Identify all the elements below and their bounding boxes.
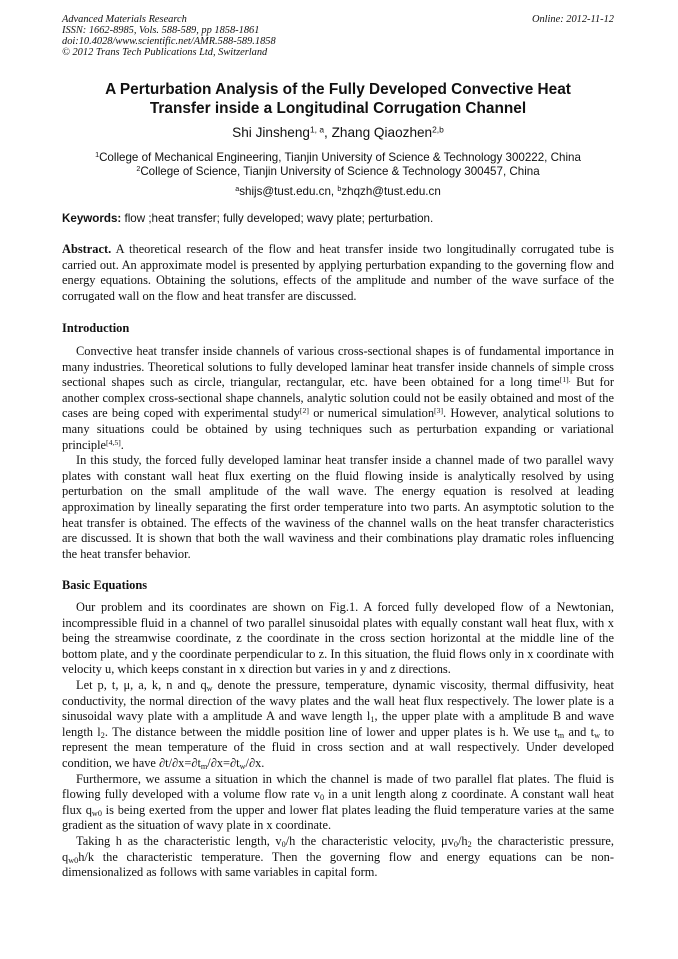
email-b: zhqzh@tust.edu.cn [341, 185, 441, 198]
basic-paragraph-1: Our problem and its coordinates are shown on Fig.1. A forced fully developed flow of a Newtonian, incompressible fluid in a channel of two parallel sinusoidal plates with equally constant wall heat flux, with x being the streamwise coordinate, z the coordinate in the cross section horizontal at the middle line of the bottom plate, and y the coordinate perpendicular to z. In this situation, the fluid flows only in x coordinate with velocity u, which keeps constant in x direction but varies in y and z directions. [62, 600, 614, 677]
keywords [62, 212, 614, 226]
citation-3: [3] [434, 406, 443, 416]
basic-paragraph-3: Furthermore, we assume a situation in which the channel is made of two parallel flat plates. The fluid is flowing fully developed with a volume flow rate $v_0$ in a unit length along z coordinate. A constant wall heat flux $q_{w0}$ is being exerted from the upper and lower flat plates leading the fluid temperature varies at the same gradient as the situation of wavy plate in x coordinate. [62, 771, 614, 833]
basic-equations-body [62, 600, 614, 881]
affiliation-1-text: College of Mechanical Engineering, Tianjin University of Science & Technology 300222, China [99, 151, 581, 164]
introduction-body [62, 344, 614, 562]
author-2: Zhang Qiaozhen [331, 125, 433, 140]
affiliation-1 [62, 151, 614, 165]
abstract [62, 242, 614, 304]
online-date: Online: 2012-11-12 [531, 14, 614, 25]
affiliation-1-marker: 1 [95, 150, 100, 160]
author-emails [62, 185, 614, 199]
basic-paragraph-2: Let p, t, μ, a, k, n and $q_w$ denote the pressure, temperature, dynamic viscosity, thermal diffusivity, heat conductivity, the normal direction of the wavy plates and the wall heat flux respectively. The lower plate is a sinusoidal wavy plate with a amplitude A and wave length $l_1$, the upper plate with a amplitude B and wave length $l_2$. The distance between the middle position line of lower and upper plates is h. We use $t_m$ and $t_w$ to represent the mean temperature of the fluid in cross section and at wall respectively. Under developed condition, we have $\partial t/\partial x=\partial t_m/\partial x=\partial t_w/\partial x$. [62, 677, 615, 771]
title-line-2: Transfer inside a Longitudinal Corrugation Channel [149, 100, 527, 117]
author-1-affil: 1, a [309, 124, 325, 135]
keywords-text: flow ;heat transfer; fully developed; wavy plate; perturbation. [121, 212, 434, 225]
affiliation-2-marker: 2 [136, 164, 141, 174]
citation-2: [2] [299, 406, 309, 416]
copyright-line: © 2012 Trans Tech Publications Ltd, Switzerland [62, 47, 268, 58]
email-a-marker: a [235, 184, 240, 194]
author-1: Shi Jinsheng [232, 125, 310, 140]
doi-line: doi:10.4028/www.scientific.net/AMR.588-589.1858 [62, 36, 276, 47]
basic-paragraph-4: Taking h as the characteristic length, $v_0/h$ the characteristic velocity, $\mu v_0/h_2$ the characteristic pressure, $q_{w0}h/k$ the characteristic temperature. Then the governing flow and energy equations can be non-dimensionalized as follows with same variables in capital form. [62, 833, 614, 880]
citation-1: [1]. [559, 374, 571, 384]
journal-name: Advanced Materials Research [62, 14, 187, 25]
author-separator: , [324, 125, 332, 140]
citation-4-5: [4,5] [106, 437, 121, 447]
abstract-text: A theoretical research of the flow and heat transfer inside two longitudinally corrugated tube is carried out. An approximate model is presented by applying perturbation expanding to the governing flow and energy equations. Obtaining the solutions, effects of the amplitude and number of the wave surface of the corrugated wall on the flow and heat transfer are discussed. [62, 242, 614, 303]
journal-header [62, 14, 614, 58]
section-heading-basic-equations: Basic Equations [62, 578, 148, 592]
author-list [62, 124, 614, 141]
title-line-1: A Perturbation Analysis of the Fully Developed Convective Heat [105, 81, 571, 98]
intro-paragraph-2: In this study, the forced fully developed laminar heat transfer inside a channel made of two parallel wavy plates with constant wall heat flux exerting on the fluid flowing inside is analytically resolved by using perturbation on the small amplitude of the wall wave. The energy equation is resolved at leading approximation by lineally separating the first order temperature into two parts. An asymptotic solution to the heat transfer is obtained. The effects of the waviness of the channel walls on the heat transfer characteristics are discussed. It is shown that both the wall waviness and their combinations play dramatic roles influencing the heat transfer behavior. [62, 453, 614, 561]
intro-paragraph-1: Convective heat transfer inside channels of various cross-sectional shapes is of fundamental importance in many industries. Theoretical solutions to fully developed laminar heat transfer inside channels of simple cross sectional shapes such as circle, triangular, rectangular, etc. have been obtained for a long time$^{[1].}$ But for another complex cross-sectional shape channels, analytic solution could not be easily obtained and most of the cases are being coped with experimental study[2] or numerical simulation[3]. However, analytical solutions to many situations could be obtained by using techniques such as perturbation expanding or variational principle[4,5]. [62, 344, 615, 452]
email-a: shijs@tust.edu.cn, [239, 185, 338, 198]
section-heading-introduction: Introduction [62, 321, 130, 335]
paper-title [62, 80, 614, 118]
affiliation-2 [62, 165, 614, 179]
affiliation-2-text: College of Science, Tianjin University of Science & Technology 300457, China [140, 165, 540, 178]
email-b-marker: b [337, 184, 342, 194]
abstract-label: Abstract. [62, 242, 112, 256]
author-2-affil: 2,b [432, 124, 444, 135]
keywords-label: Keywords: [62, 212, 122, 225]
issn-line: ISSN: 1662-8985, Vols. 588-589, pp 1858-1861 [62, 25, 260, 36]
